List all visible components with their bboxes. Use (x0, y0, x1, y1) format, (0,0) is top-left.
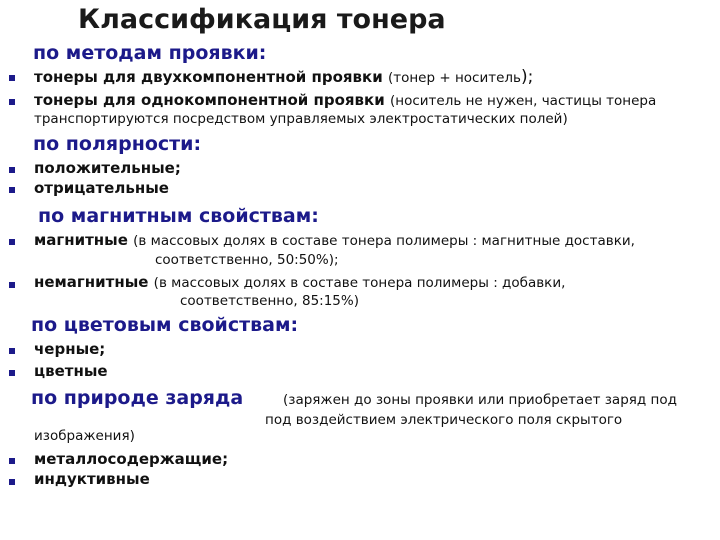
section-note: (заряжен до зоны проявки или приобретает заряд под (283, 392, 677, 408)
list-item: отрицательные (34, 179, 169, 197)
section-heading-development: по методам проявки: (33, 42, 267, 64)
item-note: (носитель не нужен, частицы тонера (389, 93, 657, 109)
item-note-continuation: соответственно, 85:15%) (180, 293, 359, 309)
section-heading-polarity: по полярности: (33, 133, 202, 155)
section-note-continuation: изображения) (34, 428, 135, 444)
list-item: черные; (34, 340, 106, 358)
item-note: (в массовых долях в составе тонера полимеры : магнитные доставки, (133, 233, 635, 249)
list-item (34, 91, 656, 109)
bullet-icon (9, 370, 15, 376)
bullet-icon (9, 99, 15, 105)
item-label: магнитные (34, 231, 128, 249)
list-item: цветные (34, 362, 108, 380)
item-label: тонеры для однокомпонентной проявки (34, 91, 385, 109)
bullet-icon (9, 282, 15, 288)
bullet-icon (9, 458, 15, 464)
list-item (34, 231, 635, 249)
list-item (34, 273, 565, 291)
item-note-continuation: транспортируются посредством управляемых электростатических полей) (34, 111, 568, 127)
list-item (34, 67, 533, 87)
item-note: (в массовых долях в составе тонера полимеры : добавки, (153, 275, 566, 291)
bullet-icon (9, 187, 15, 193)
item-label: тонеры для двухкомпонентной проявки (34, 68, 383, 86)
section-heading-color: по цветовым свойствам: (31, 314, 299, 336)
list-item: металлосодержащие; (34, 450, 229, 468)
section-heading-charge: по природе заряда (31, 387, 244, 409)
item-label: немагнитные (34, 273, 149, 291)
bullet-icon (9, 348, 15, 354)
item-note-end: ); (520, 67, 534, 87)
page-title: Классификация тонера (78, 4, 446, 35)
bullet-icon (9, 167, 15, 173)
item-note-continuation: соответственно, 50:50%); (155, 252, 339, 268)
section-heading-magnetic: по магнитным свойствам: (38, 205, 319, 227)
bullet-icon (9, 239, 15, 245)
bullet-icon (9, 479, 15, 485)
list-item: положительные; (34, 159, 181, 177)
bullet-icon (9, 75, 15, 81)
list-item: индуктивные (34, 470, 150, 488)
item-note: (тонер + носитель (387, 70, 521, 86)
section-note-continuation: под воздействием электрического поля скрытого (265, 412, 623, 428)
